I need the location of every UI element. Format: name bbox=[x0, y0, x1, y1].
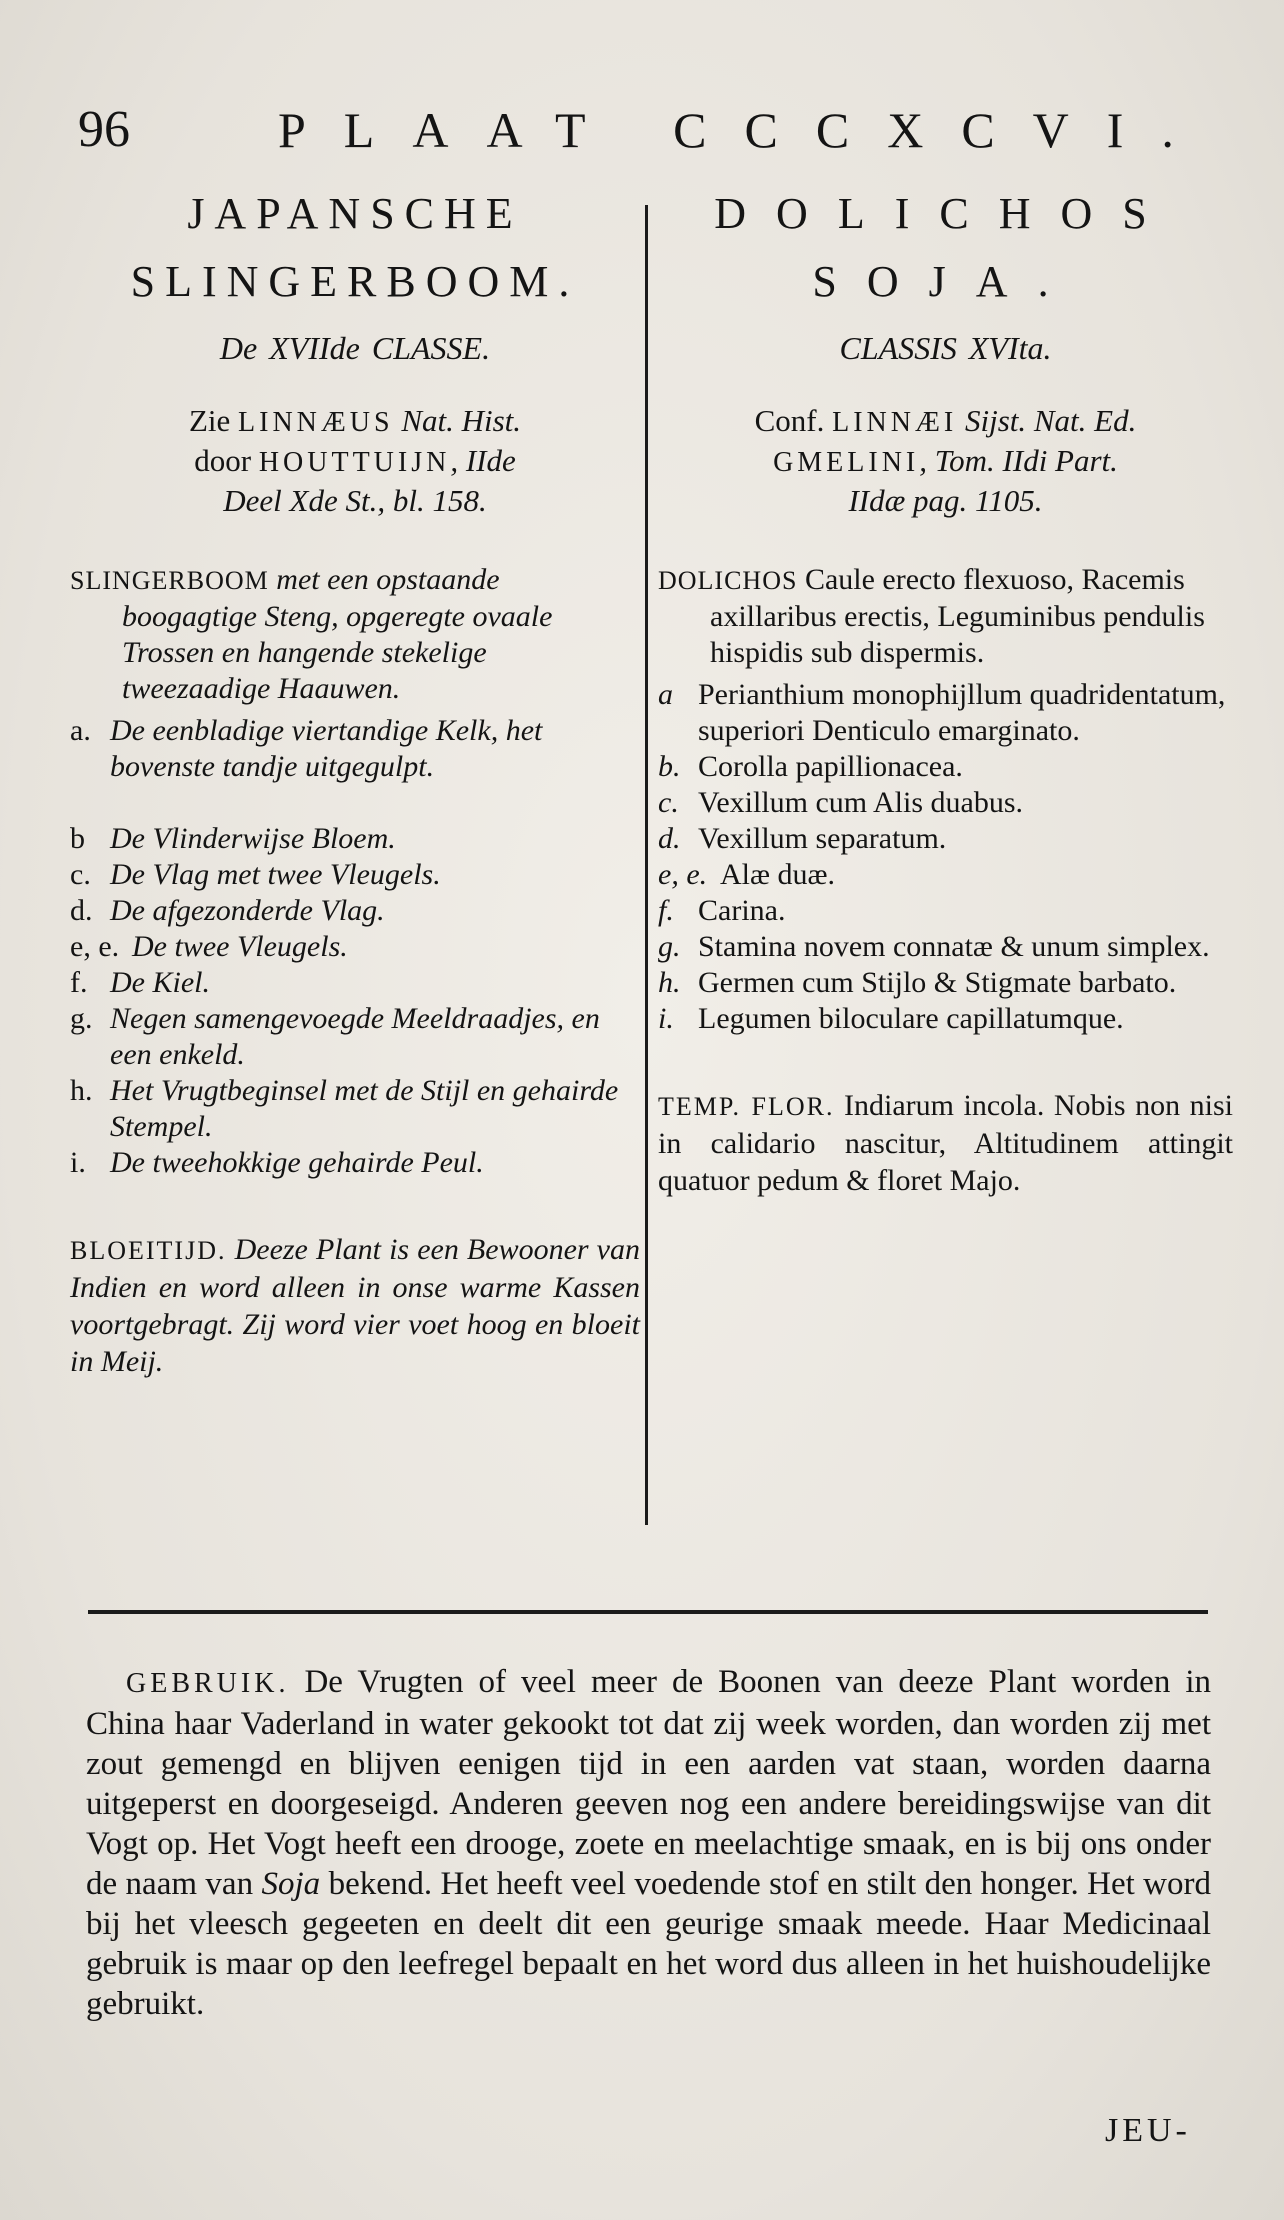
part-text: Carina. bbox=[698, 894, 786, 927]
part-label: h. bbox=[70, 1074, 93, 1107]
latin-class-line: CLASSIS XVIta. bbox=[839, 330, 1052, 366]
ref-text: IIdæ pag. 1105. bbox=[848, 483, 1043, 518]
part-label: f. bbox=[658, 894, 674, 927]
flowering-text: Deeze Plant is een Bewooner van Indien en word alleen in onse warme Kassen voortgebragt. Zij word vier voet hoog en bloeit in Meij. bbox=[70, 1233, 640, 1378]
ref-author: LINNÆUS bbox=[238, 407, 394, 438]
usage-paragraph bbox=[86, 1662, 1211, 2024]
usage-term-soja: Soja bbox=[261, 1866, 321, 1902]
ref-text: , Tom. IIdi Part. bbox=[919, 443, 1118, 478]
part-item bbox=[70, 821, 640, 857]
ref-text: , IIde bbox=[450, 443, 516, 478]
part-label: d. bbox=[658, 822, 681, 855]
part-text: Germen cum Stijlo & Stigmate barbato. bbox=[698, 966, 1177, 999]
ref-text: Nat. Hist. bbox=[393, 403, 522, 438]
dutch-parts-list bbox=[70, 713, 640, 1181]
part-text: Vexillum separatum. bbox=[698, 822, 947, 855]
part-text: Stamina novem connatæ & unum simplex. bbox=[698, 930, 1210, 963]
part-item bbox=[658, 965, 1233, 1001]
column-divider bbox=[645, 205, 648, 1525]
part-label: a. bbox=[70, 714, 91, 747]
part-item bbox=[70, 929, 640, 965]
part-label: i. bbox=[658, 1002, 674, 1035]
part-item bbox=[658, 929, 1233, 965]
usage-text: bekend. Het heeft veel voedende stof en stilt den honger. Het word bij het vleesch gegeeten en deelt dit een geurige smaak meede. Haar Medicinaal gebruik is maar op den leefregel bepaalt en het word dus alleen in het huishoudelijke gebruikt. bbox=[86, 1866, 1211, 2022]
ref-text: Conf. bbox=[754, 403, 833, 438]
ref-text: Zie bbox=[188, 403, 239, 438]
part-item bbox=[658, 749, 1233, 785]
ref-author: LINNÆI bbox=[832, 407, 958, 438]
part-item bbox=[70, 1001, 640, 1073]
latin-name-line-2: SOJA. bbox=[812, 257, 1079, 306]
latin-flowering-time bbox=[658, 1087, 1233, 1199]
part-text: Vexillum cum Alis duabus. bbox=[698, 786, 1023, 819]
part-text: De twee Vleugels. bbox=[132, 930, 348, 963]
dutch-column bbox=[70, 180, 640, 1380]
latin-reference bbox=[658, 402, 1233, 520]
dutch-flowering-time bbox=[70, 1231, 640, 1380]
flowering-lead: TEMP. FLOR. bbox=[658, 1092, 835, 1121]
latin-name-line-1: DOLICHOS bbox=[714, 189, 1177, 238]
ref-text: Deel Xde St., bl. 158. bbox=[223, 483, 487, 518]
flowering-text: Indiarum incola. Nobis non nisi in calidario nascitur, Altitudinem attingit quatuor pedum & floret Majo. bbox=[658, 1089, 1233, 1197]
dutch-description bbox=[70, 562, 640, 707]
part-label: a bbox=[658, 678, 673, 711]
ref-text: door bbox=[194, 443, 259, 478]
dutch-reference bbox=[70, 402, 640, 520]
part-item bbox=[658, 677, 1233, 749]
part-text: Alæ duæ. bbox=[720, 858, 836, 891]
description-lead: SLINGERBOOM bbox=[70, 566, 269, 595]
catchword: JEU- bbox=[1105, 2112, 1191, 2149]
part-item bbox=[658, 857, 1233, 893]
flowering-lead: BLOEITIJD. bbox=[70, 1236, 227, 1265]
part-item bbox=[70, 965, 640, 1001]
part-label: h. bbox=[658, 966, 681, 999]
part-label: c. bbox=[658, 786, 679, 819]
section-rule bbox=[88, 1610, 1208, 1614]
description-lead: DOLICHOS bbox=[658, 566, 798, 595]
part-item bbox=[658, 821, 1233, 857]
part-item bbox=[658, 1001, 1233, 1037]
part-text: De Vlag met twee Vleugels. bbox=[110, 858, 441, 891]
part-label: f. bbox=[70, 966, 88, 999]
part-label: g. bbox=[658, 930, 681, 963]
part-item bbox=[658, 893, 1233, 929]
part-text: De eenbladige viertandige Kelk, het bovenste tandje uitgegulpt. bbox=[110, 714, 543, 783]
description-text: met een opstaande boogagtige Steng, opgeregte ovaale Trossen en hangende stekelige tweezaadige Haauwen. bbox=[122, 563, 553, 705]
ref-author: GMELINI bbox=[773, 447, 920, 478]
dutch-class-line: De XVIIde CLASSE. bbox=[219, 330, 491, 366]
page-header bbox=[78, 98, 1212, 168]
part-label: c. bbox=[70, 858, 91, 891]
usage-lead: GEBRUIK. bbox=[126, 1668, 290, 1699]
part-item bbox=[70, 857, 640, 893]
latin-parts-list bbox=[658, 677, 1233, 1037]
part-text: Negen samengevoegde Meeldraadjes, en een enkeld. bbox=[110, 1002, 600, 1071]
part-item bbox=[70, 1145, 640, 1181]
plate-title: PLAAT CCCXCVI. bbox=[278, 102, 1212, 158]
part-item bbox=[70, 713, 640, 785]
part-text: Legumen biloculare capillatumque. bbox=[698, 1002, 1124, 1035]
part-label: e, e. bbox=[658, 858, 708, 891]
description-text: Caule erecto flexuoso, Racemis axillaribus erectis, Leguminibus pendulis hispidis sub dispermis. bbox=[710, 563, 1205, 669]
dutch-name-line-1: JAPANSCHE bbox=[187, 189, 523, 238]
part-text: Het Vrugtbeginsel met de Stijl en gehairde Stempel. bbox=[110, 1074, 619, 1143]
usage-text: De Vrugten of veel meer de Boonen van deeze Plant worden in China haar Vaderland in water gekookt tot dat zij week worden, dan worden zij met zout gemengd en blijven eenigen tijd in een aarden vat staan, worden daarna uitgeperst en doorgeseigd. Anderen geeven nog een andere bereidingswijse van dit Vogt op. Het Vogt heeft een drooge, zoete en meelachtige smaak, en is bij ons onder de naam van bbox=[86, 1664, 1211, 1902]
part-label: g. bbox=[70, 1002, 93, 1035]
part-text: De tweehokkige gehairde Peul. bbox=[110, 1146, 484, 1179]
latin-column bbox=[658, 180, 1233, 1199]
part-text: De afgezonderde Vlag. bbox=[110, 894, 385, 927]
part-text: Corolla papillionacea. bbox=[698, 750, 963, 783]
part-label: e, e. bbox=[70, 930, 120, 963]
part-item bbox=[70, 1073, 640, 1145]
page-number: 96 bbox=[78, 101, 130, 158]
part-text: Perianthium monophijllum quadridentatum, superiori Denticulo emarginato. bbox=[698, 678, 1226, 747]
part-text: De Kiel. bbox=[110, 966, 210, 999]
part-text: De Vlinderwijse Bloem. bbox=[110, 822, 396, 855]
part-label: b bbox=[70, 822, 85, 855]
part-label: b. bbox=[658, 750, 681, 783]
ref-text: Sijst. Nat. Ed. bbox=[957, 403, 1137, 438]
ref-author: HOUTTUIJN bbox=[258, 447, 451, 478]
part-item bbox=[70, 893, 640, 929]
latin-description bbox=[658, 562, 1233, 671]
part-item bbox=[658, 785, 1233, 821]
part-label: i. bbox=[70, 1146, 86, 1179]
dutch-name-line-2: SLINGERBOOM. bbox=[130, 257, 580, 306]
part-label: d. bbox=[70, 894, 93, 927]
